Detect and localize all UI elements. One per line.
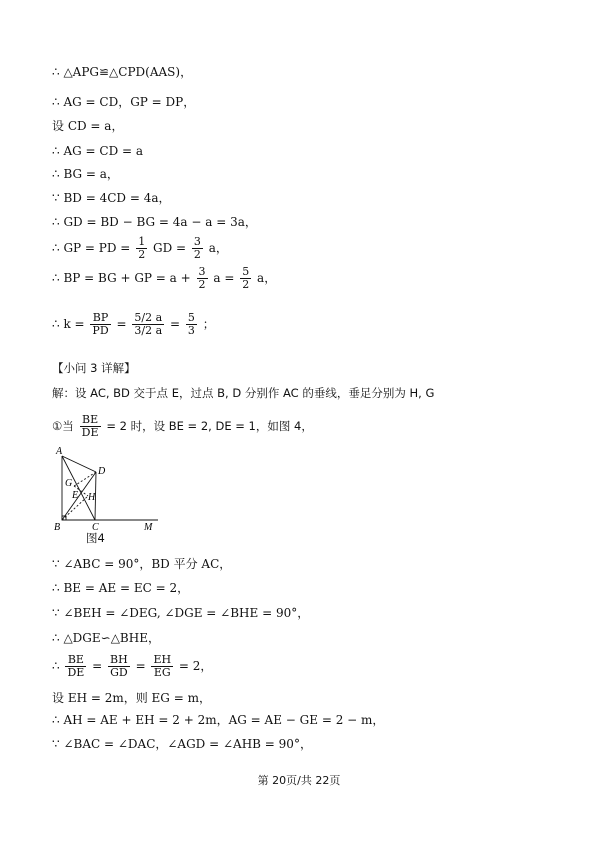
line-k: ∴ k = $\frac{BP}{PD}$ = $\frac{5/2 a}{3/2 a}$ = $\frac{5}{3}$ ；: [52, 311, 215, 337]
label-g: G: [65, 478, 73, 489]
line-set-eh: 设 EH = 2m，则 EG = m，: [52, 691, 211, 705]
line-gp-pd: ∴ GP = PD = $\frac{1}{2}$ GD = $\frac{3}{2}$ a，: [52, 235, 228, 261]
line-angle-abc: ∵ ∠ABC = 90°，BD 平分 AC，: [52, 557, 232, 571]
fraction-bh-gd: $\frac{BH}{GD}$: [110, 653, 128, 679]
line-bg-eq-a: ∴ BG = a，: [52, 167, 119, 181]
fraction-be-de-2: $\frac{BE}{DE}$: [67, 653, 85, 679]
line-case-one: ①当 $\frac{BE}{DE}$ = 2 时，设 BE = 2, DE = 1，如图 4，: [52, 413, 313, 439]
label-b: B: [54, 522, 61, 533]
line-ag-eq-a: ∴ AG = CD = a: [52, 144, 144, 158]
label-d: D: [98, 466, 106, 477]
fraction-five-half: $\frac{5}{2}$: [242, 265, 250, 291]
fraction-compound: $\frac{5/2 a}{3/2 a}$: [134, 311, 163, 337]
line-bd: ∵ BD = 4CD = 4a，: [52, 191, 171, 205]
line-ag-cd: ∴ AG = CD，GP = DP，: [52, 95, 196, 109]
line-angle-bac: ∵ ∠BAC = ∠DAC，∠AGD = ∠AHB = 90°，: [52, 737, 312, 751]
line-be-ae-ec: ∴ BE = AE = EC = 2，: [52, 581, 190, 595]
figure-caption: 图4: [86, 531, 105, 545]
label-m: M: [144, 522, 153, 533]
line-gd: ∴ GD = BD − BG = 4a − a = 3a，: [52, 215, 257, 229]
fraction-five-thirds: $\frac{5}{3}$: [187, 311, 195, 337]
fraction-half: $\frac{1}{2}$: [138, 235, 146, 261]
label-h: H: [88, 492, 96, 503]
fraction-three-half: $\frac{3}{2}$: [193, 235, 201, 261]
fraction-be-de: $\frac{BE}{DE}$: [81, 413, 99, 439]
fraction-bp-pd: $\frac{BP}{PD}$: [92, 311, 109, 337]
line-similar: ∴ △DGE∽△BHE，: [52, 631, 160, 645]
line-solution-setup: 解：设 AC, BD 交于点 E，过点 B, D 分别作 AC 的垂线，垂足分别为 H, G: [52, 386, 435, 400]
fraction-eh-eg: $\frac{EH}{EG}$: [153, 653, 172, 679]
label-c: C: [92, 522, 99, 533]
section-heading: 【小问 3 详解】: [52, 361, 136, 375]
line-ah-ag: ∴ AH = AE + EH = 2 + 2m，AG = AE − GE = 2 − m，: [52, 713, 385, 727]
fraction-three-half-2: $\frac{3}{2}$: [198, 265, 206, 291]
figure-4: [48, 444, 173, 544]
page-footer: 第 20页/共 22页: [257, 774, 341, 787]
line-angles-equal: ∵ ∠BEH = ∠DEG, ∠DGE = ∠BHE = 90°，: [52, 606, 310, 620]
line-congruence: ∴ △APG≌△CPD(AAS)，: [52, 65, 193, 79]
line-ratios: ∴ $\frac{BE}{DE}$ = $\frac{BH}{GD}$ = $\frac{EH}{EG}$ = 2，: [52, 653, 213, 679]
label-a: A: [56, 446, 63, 457]
label-e: E: [72, 490, 79, 501]
line-bp: ∴ BP = BG + GP = a + $\frac{3}{2}$ a = $\frac{5}{2}$ a，: [52, 265, 277, 291]
line-set-cd: 设 CD = a，: [52, 119, 124, 133]
